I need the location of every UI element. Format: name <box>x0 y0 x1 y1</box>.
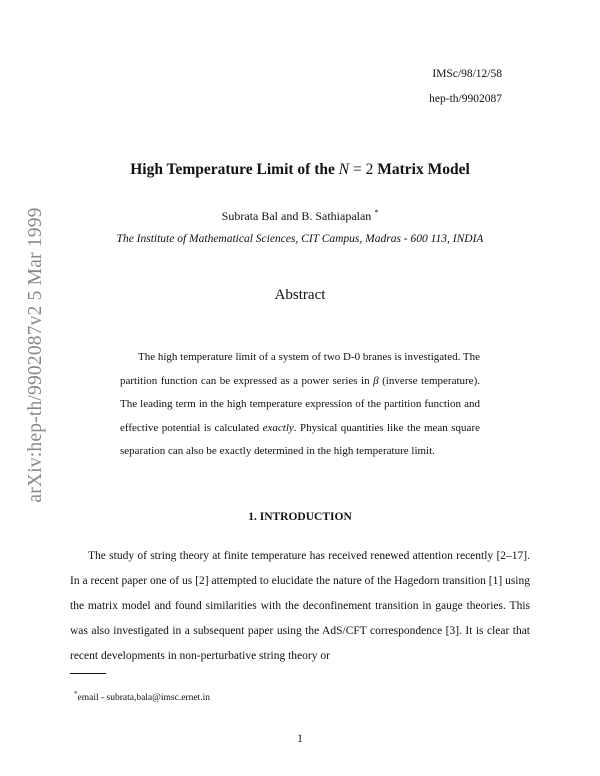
footnote-text: email - subrata,bala@imsc.ernet.in <box>77 693 210 704</box>
title-math-equation: = 2 <box>349 161 374 178</box>
arxiv-side-stamp: arXiv:hep-th/9902087v2 5 Mar 1999 <box>25 207 46 503</box>
title-prefix: High Temperature Limit of the <box>130 161 339 178</box>
footnote-rule <box>70 673 106 674</box>
author-footnote-mark: * <box>374 208 379 217</box>
title-math-variable: N <box>338 161 350 178</box>
introduction-paragraph: The study of string theory at finite temperature has received renewed attention recently [2–17]. In a recent paper one of us [2] attempted to elucidate the nature of the Hagedorn transition [1] using the matrix model and found similarities with the deconfinement transition in gauge theories. This was also investigated in a subsequent paper using the AdS/CFT correspondence [3]. It is clear that recent developments in non-perturbative string theory or <box>70 550 530 662</box>
abstract-text-3: . Physical quantities like the mean square separation can also be exactly determined in the high temperature limit. <box>120 421 480 458</box>
arxiv-id: hep-th/9902087 <box>429 93 502 105</box>
page-number: 1 <box>297 733 303 745</box>
author-names: Subrata Bal and B. Sathiapalan <box>221 209 372 223</box>
author-line <box>0 208 600 224</box>
abstract-heading: Abstract <box>274 287 326 303</box>
report-number: IMSc/98/12/58 <box>432 68 502 80</box>
abstract-beta-symbol: β <box>373 374 379 387</box>
abstract-emphasis: exactly <box>262 421 294 434</box>
abstract-paragraph <box>120 346 480 464</box>
affiliation: The Institute of Mathematical Sciences, CIT Campus, Madras - 600 113, INDIA <box>116 233 484 245</box>
abstract-text-2: (inverse temperature). The leading term in the high temperature expression of the partition function and effective potential is calculated <box>120 374 480 434</box>
paper-title <box>0 161 600 179</box>
abstract-body <box>120 346 480 464</box>
abstract-text-1: The high temperature limit of a system of two D-0 branes is investigated. The partition function can be expressed as a power series in <box>120 351 480 387</box>
footnote <box>74 690 210 703</box>
footnote-mark: * <box>74 690 78 698</box>
introduction-body <box>70 544 530 669</box>
section-heading: 1. INTRODUCTION <box>248 511 352 523</box>
title-suffix: Matrix Model <box>373 161 470 178</box>
